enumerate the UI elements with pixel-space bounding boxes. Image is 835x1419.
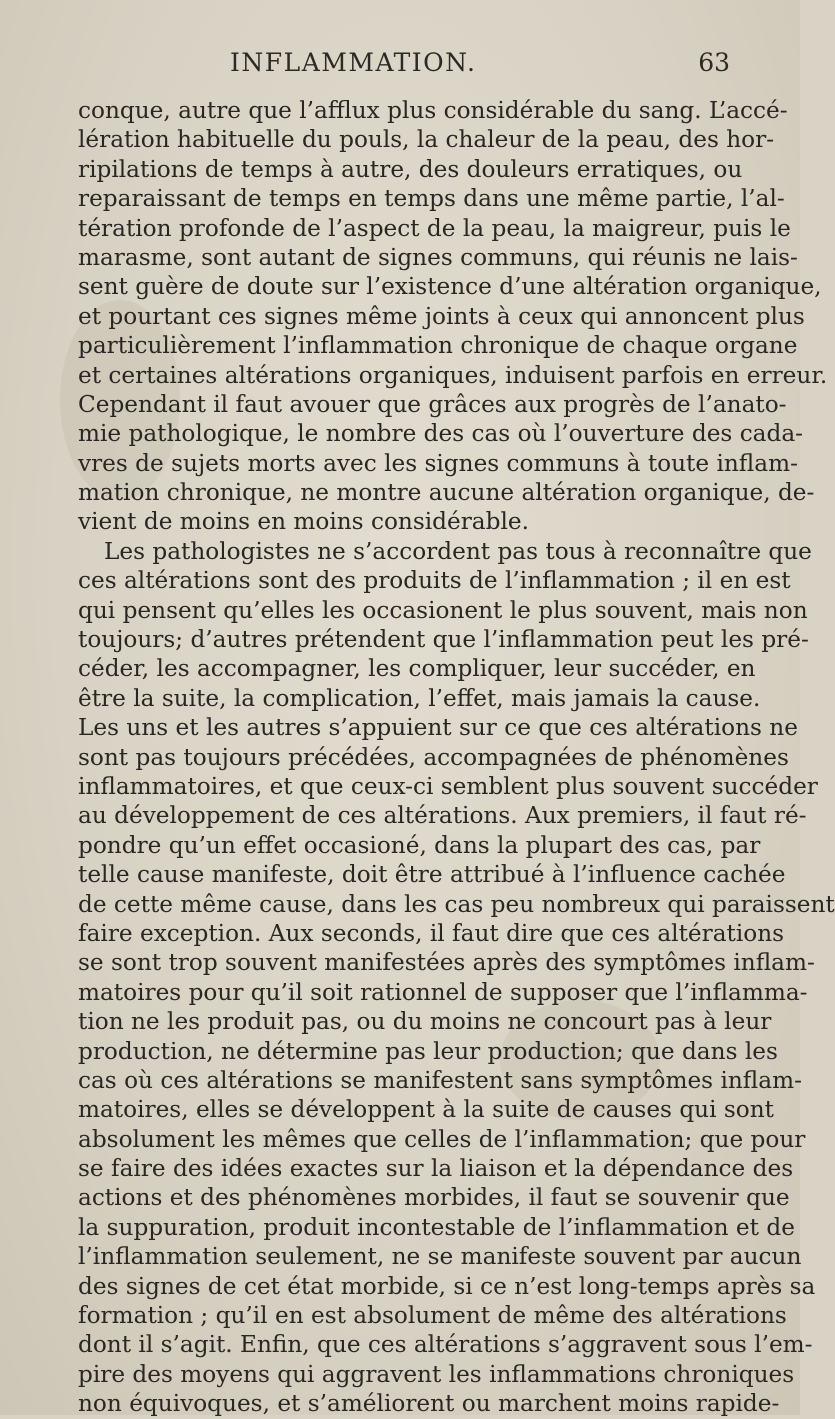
text-line: sent guère de doute sur l’existence d’une altération organique, [78,273,822,301]
text-line: tion ne les produit pas, ou du moins ne concourt pas à leur [78,1008,772,1036]
paragraph [78,96,828,537]
text-line: absolument les mêmes que celles de l’inflammation; que pour [78,1125,806,1153]
text-line: mie pathologique, le nombre des cas où l’ouverture des cada- [78,420,804,448]
text-line: actions et des phénomènes morbides, il faut se souvenir que [78,1184,790,1212]
text-line: particulièrement l’inflammation chronique de chaque organe [78,332,798,360]
text-line: et certaines altérations organiques, induisent parfois en erreur. [78,361,828,389]
text-line: Les pathologistes ne s’accordent pas tous à reconnaître que [104,537,812,565]
text-line: formation ; qu’il en est absolument de même des altérations [78,1302,787,1330]
text-line: pondre qu’un effet occasioné, dans la plupart des cas, par [78,831,761,859]
text-line: matoires, elles se développent à la suite de causes qui sont [78,1096,774,1124]
text-line: ripilations de temps à autre, des douleurs erratiques, ou [78,155,743,183]
text-line: matoires pour qu’il soit rationnel de supposer que l’inflamma- [78,978,808,1006]
text-line: être la suite, la complication, l’effet, mais jamais la cause. [78,684,761,712]
text-line: telle cause manifeste, doit être attribué à l’influence cachée [78,861,786,889]
paragraph [78,537,835,1419]
text-line: se faire des idées exactes sur la liaison et la dépendance des [78,1155,794,1183]
text-line: faire exception. Aux seconds, il faut dire que ces altérations [78,919,785,947]
text-line: pire des moyens qui aggravent les inflammations chroniques [78,1360,795,1388]
text-line: au développement de ces altérations. Aux premiers, il faut ré- [78,802,807,830]
text-line: Cependant il faut avouer que grâces aux progrès de l’anato- [78,390,787,418]
text-line: vient de moins en moins considérable. [78,508,529,536]
text-line: inflammatoires, et que ceux-ci semblent plus souvent succéder [78,772,818,800]
text-line: et pourtant ces signes même joints à ceux qui annoncent plus [78,302,805,330]
text-line: lération habituelle du pouls, la chaleur de la peau, des hor- [78,126,775,154]
text-line: des signes de cet état morbide, si ce n’est long-temps après sa [78,1272,816,1300]
running-title: INFLAMMATION. [230,48,477,77]
text-line: Les uns et les autres s’appuient sur ce que ces altérations ne [78,714,798,742]
text-line: production, ne détermine pas leur production; que dans les [78,1037,778,1065]
text-line: dont il s’agit. Enfin, que ces altérations s’aggravent sous l’em- [78,1331,813,1359]
text-line: la suppuration, produit incontestable de l’inflammation et de [78,1213,795,1241]
text-line: vres de sujets morts avec les signes communs à toute inflam- [78,449,798,477]
running-head [70,48,730,88]
text-line: non équivoques, et s’améliorent ou marchent moins rapide- [78,1390,780,1418]
text-line: céder, les accompagner, les compliquer, leur succéder, en [78,655,756,683]
text-line: cas où ces altérations se manifestent sans symptômes inflam- [78,1066,802,1094]
text-line: reparaissant de temps en temps dans une même partie, l’al- [78,185,785,213]
page-number: 63 [698,48,730,77]
text-line: l’inflammation seulement, ne se manifeste souvent par aucun [78,1243,802,1271]
text-line: ces altérations sont des produits de l’inflammation ; il en est [78,567,791,595]
text-line: se sont trop souvent manifestées après des symptômes inflam- [78,949,815,977]
text-line: toujours; d’autres prétendent que l’inflammation peut les pré- [78,626,809,654]
text-line: de cette même cause, dans les cas peu nombreux qui paraissent [78,890,835,918]
text-line: mation chronique, ne montre aucune altération organique, de- [78,479,815,507]
text-line: sont pas toujours précédées, accompagnées de phénomènes [78,743,789,771]
text-line: qui pensent qu’elles les occasionent le plus souvent, mais non [78,596,808,624]
text-line: tération profonde de l’aspect de la peau, la maigreur, puis le [78,214,791,242]
text-line: conque, autre que l’afflux plus considérable du sang. L’accé- [78,97,788,124]
body-text [78,96,835,1419]
text-line: marasme, sont autant de signes communs, qui réunis ne lais- [78,243,798,271]
